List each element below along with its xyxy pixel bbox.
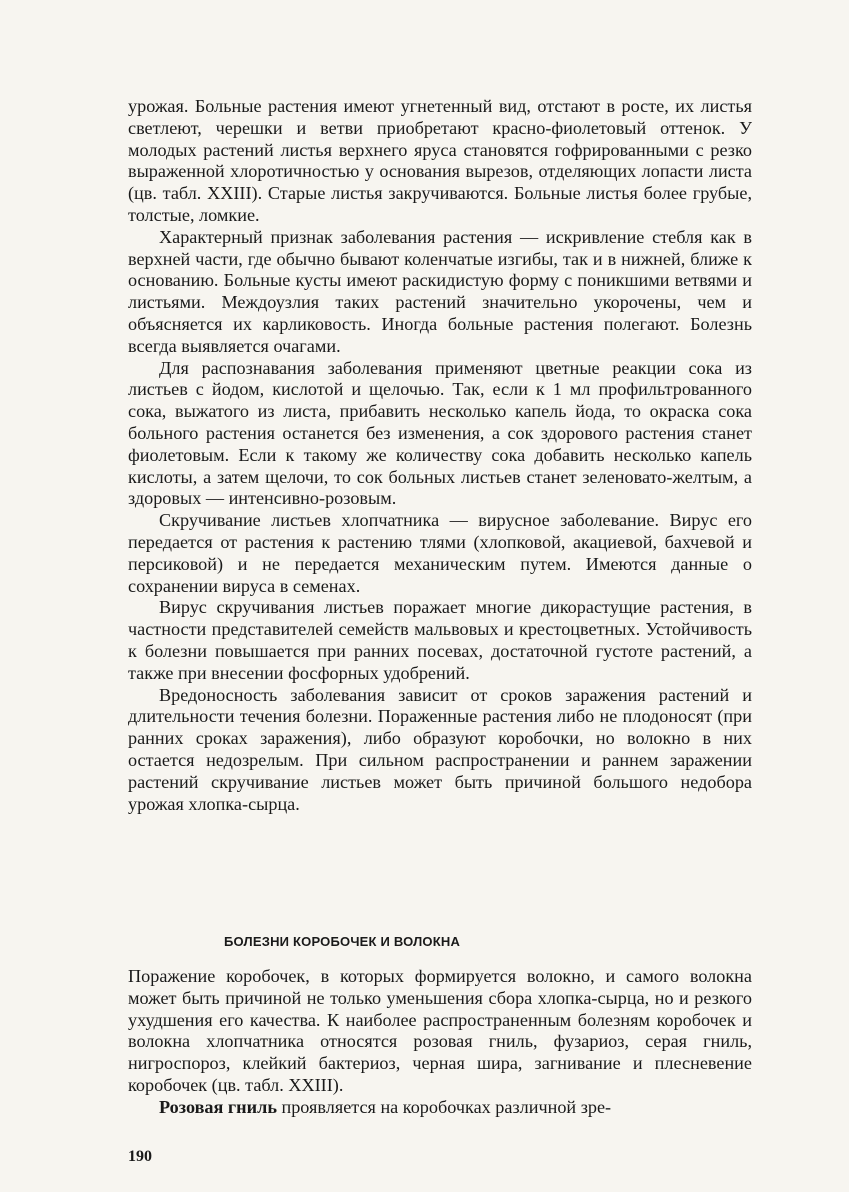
last-paragraph [128, 1097, 752, 1119]
section-text [128, 966, 752, 1119]
page-number: 190 [128, 1148, 152, 1165]
paragraph-4: Скручивание листьев хлопчатника — вирусное заболевание. Вирус его передается от растения к растению тлями (хлопковой, акациевой, бахчевой и персиковой) и не передается механическим путем. Имеются данные о сохранении вируса в семенах. [128, 510, 752, 596]
last-paragraph-text: проявляется на коробочках различной зре- [276, 1096, 612, 1117]
paragraph-1: урожая. Больные растения имеют угнетенный вид, отстают в росте, их листья светлеют, черешки и ветви приобретают красно-фиолетовый оттенок. У молодых растений листья верхнего яруса становятся гофрированными с резко выраженной хлоротичностью у основания вырезов, отделяющих лопасти листа (цв. табл. XXIII). Старые листья закручиваются. Больные листья более грубые, толстые, ломкие. [128, 96, 752, 225]
paragraph-6: Вредоносность заболевания зависит от сроков заражения растений и длительности течения болезни. Пораженные растения либо не плодоносят (при ранних сроках заражения), либо образуют коробочки, но волокно в них остается недозрелым. При сильном распространении и раннем заражении растений скручивание листьев может быть причиной большого недобора урожая хлопка-сырца. [128, 684, 752, 814]
section-paragraph: Поражение коробочек, в которых формируется волокно, и самого волокна может быть причиной не только уменьшения сбора хлопка-сырца, но и резкого ухудшения его качества. К наиболее распространенным болезням коробочек и волокна хлопчатника относятся розовая гниль, фузариоз, серая гниль, нигроспороз, клейкий бактериоз, черная шира, загнивание и плесневение коробочек (цв. табл. XXIII). [128, 966, 752, 1095]
paragraph-2: Характерный признак заболевания растения — искривление стебля как в верхней части, где обычно бывают коленчатые изгибы, так и в нижней, ближе к основанию. Больные кусты имеют раскидистую форму с поникшими ветвями и листьями. Междоузлия таких растений значительно укорочены, чем и объясняется их карликовость. Иногда больные растения полегают. Болезнь всегда выявляется очагами. [128, 226, 752, 356]
main-text [128, 96, 752, 815]
paragraph-5: Вирус скручивания листьев поражает многие дикорастущие растения, в частности представителей семейств мальвовых и крестоцветных. Устойчивость к болезни повышается при ранних посевах, достаточной густоте растений, а также при внесении фосфорных удобрений. [128, 597, 752, 683]
term-rosy-rot: Розовая гниль [159, 1096, 277, 1117]
section-heading: БОЛЕЗНИ КОРОБОЧЕК И ВОЛОКНА [224, 934, 461, 949]
paragraph-3: Для распознавания заболевания применяют цветные реакции сока из листьев с йодом, кислотой и щелочью. Так, если к 1 мл профильтрованного сока, выжатого из листа, прибавить несколько капель йода, то окраска сока больного растения останется без изменения, а сок здорового растения станет фиолетовым. Если к такому же количеству сока добавить несколько капель кислоты, а затем щелочи, то сок больных листьев станет зеленовато-желтым, а здоровых — интенсивно-розовым. [128, 357, 752, 509]
